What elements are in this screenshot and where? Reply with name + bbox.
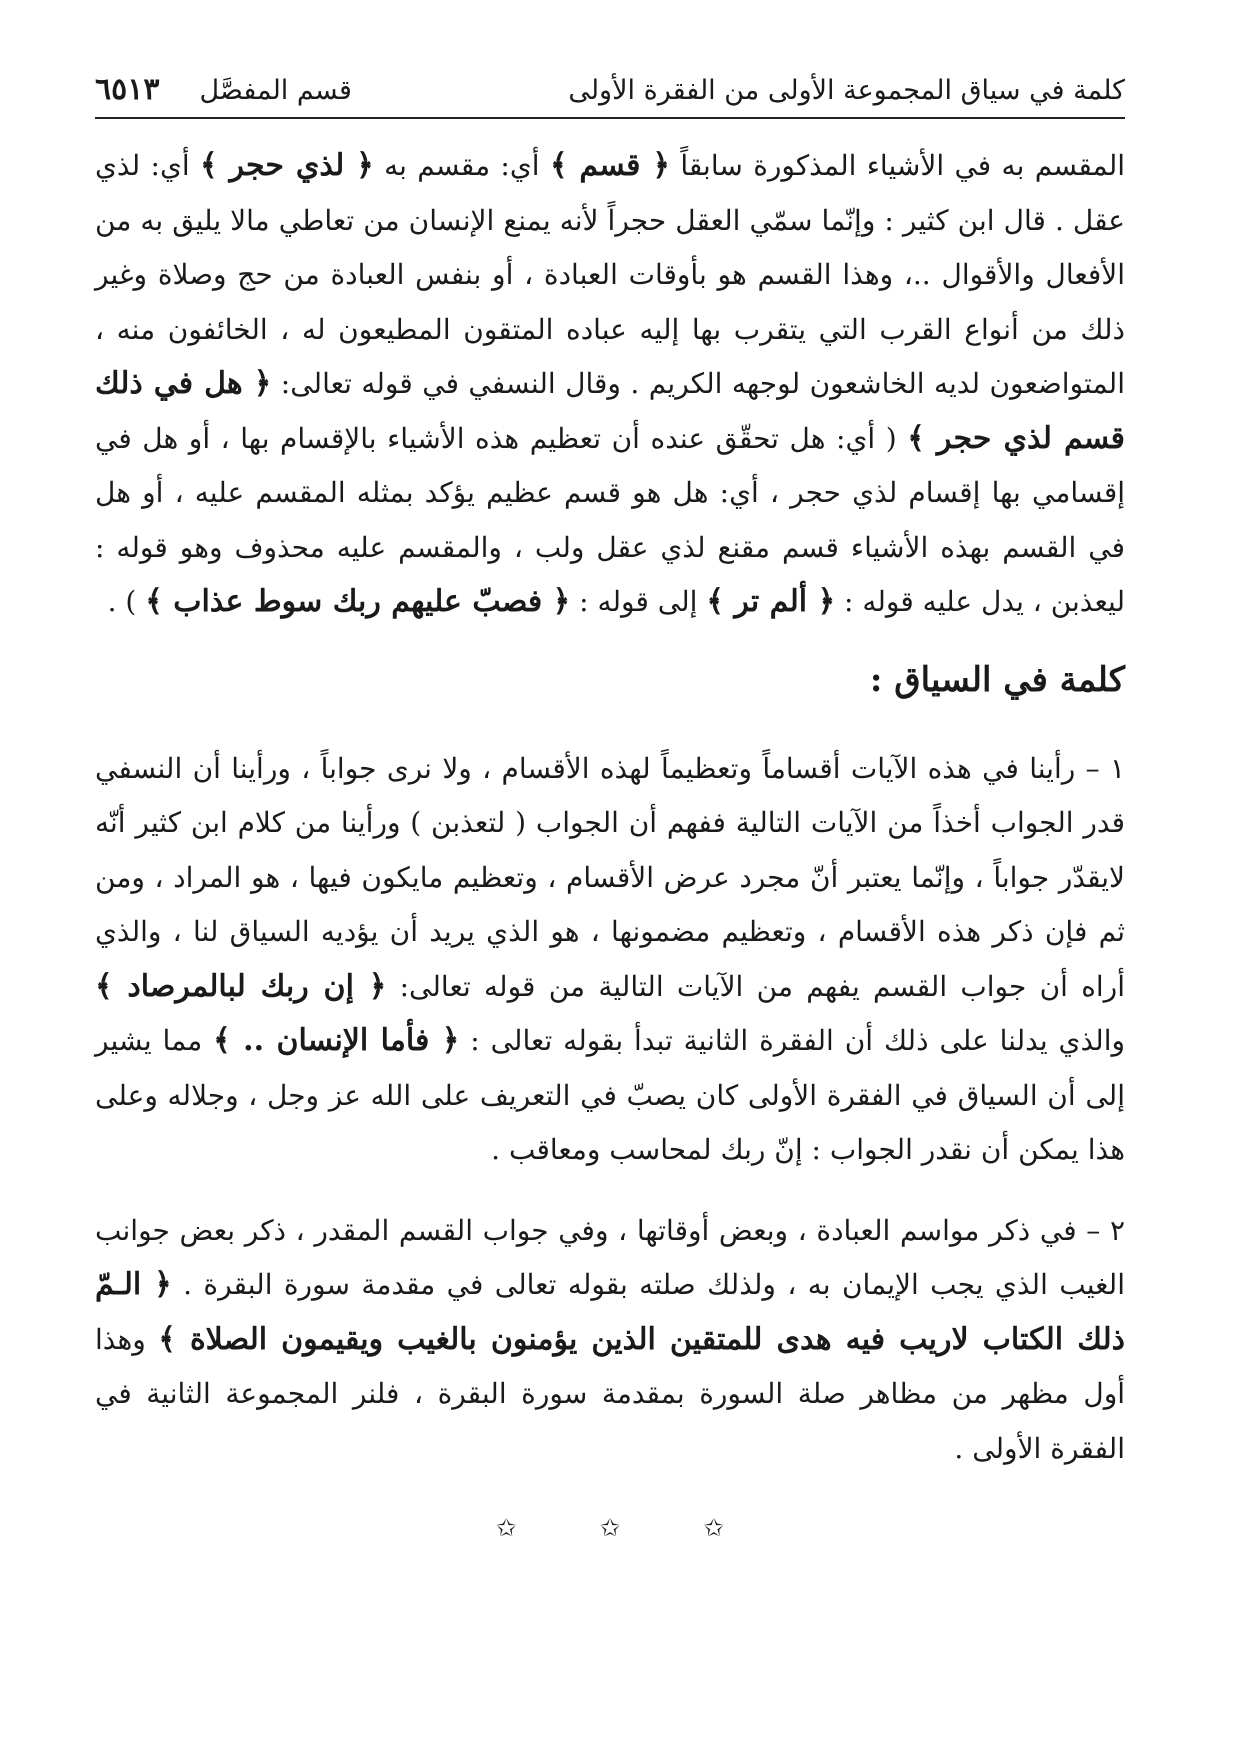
text-run: مما يشير إلى أن السياق في الفقرة الأولى كان يصبّ في التعريف على الله عز وجل ، وجلاله وعلى هذا يمكن أن نقدر الجواب : إنّ ربك لمحاسب ومعاقب . [95, 1024, 1125, 1166]
section-separator [95, 1514, 1125, 1542]
quran-quote: ﴿ قسم ﴾ [549, 148, 670, 183]
quran-quote: ﴿ ألم تر ﴾ [706, 584, 836, 619]
text-run: أي: مقسم به [373, 149, 550, 182]
star-icon: ✩ [599, 1514, 621, 1542]
text-run: ) . [107, 585, 146, 618]
header-left-group [95, 70, 352, 111]
quran-quote: ﴿ إن ربك لبالمرصاد ﴾ [95, 968, 387, 1004]
text-run: ( أي: هل تحقّق عنده أن تعظيم هذه الأشياء بالإقسام بها ، أو هل في إقسامي بها إقسام لذي حجر ، أي: هل هو قسم عظيم يؤكد بمثله المقسم عليه ، أو هل في القسم بهذه الأشياء قسم مقنع لذي عقل ولب ، والمقسم عليه محذوف وهو قوله : ليعذبن ، يدل عليه قوله : [95, 421, 1125, 618]
text-run: ١ – رأينا في هذه الآيات أقساماً وتعظيماً لهذه الأقسام ، ولا نرى جواباً ، ورأينا أن النسفي قدر الجواب أخذاً من الآيات التالية ففهم أن الجواب ( لتعذبن ) ورأينا من كلام ابن كثير أنّه لايقدّر جواباً ، وإنّما يعتبر أنّ مجرد عرض الأقسام ، وتعظيم مايكون فيها ، هو المراد ، ومن ثم فإن ذكر هذه الأقسام ، وتعظيم مضمونها ، هو الذي يريد أن يؤديه السياق لنا ، والذي أراه أن جواب القسم يفهم من الآيات التالية من قوله تعالى: [95, 751, 1125, 1003]
star-icon: ✩ [496, 1514, 517, 1542]
text-run: أي: لذي عقل . قال ابن كثير : وإنّما سمّي العقل حجراً لأنه يمنع الإنسان من تعاطي مالا يليق به من الأفعال والأقوال ..، وهذا القسم هو بأوقات العبادة ، أو بنفس العبادة من حج وصلاة وغير ذلك من أنواع القرب التي يتقرب بها إليه عباده المتقون المطيعون له ، الخائفون منه ، المتواضعون لديه الخاشعون لوجهه الكريم . وقال النسفي في قوله تعالى: [95, 149, 1125, 400]
text-run: ٢ – في ذكر مواسم العبادة ، وبعض أوقاتها ، وفي جواب القسم المقدر ، ذكر بعض جوانب الغيب الذي يجب الإيمان به ، ولذلك صلته بقوله تعالى في مقدمة سورة البقرة . [95, 1213, 1125, 1301]
text-run: إلى قوله : [570, 585, 707, 618]
quran-quote: ﴿ فأما الإنسان .. ﴾ [213, 1023, 460, 1058]
text-run: والذي يدلنا على ذلك أن الفقرة الثانية تبدأ بقوله تعالى : [459, 1024, 1125, 1057]
running-header [95, 70, 1125, 119]
quran-quote: ﴿ الـمّ ذلك الكتاب لاريب فيه هدى للمتقين الذين يؤمنون بالغيب ويقيمون الصلاة ﴾ [95, 1267, 1125, 1357]
text-run: وهذا أول مظهر من مظاهر صلة السورة بمقدمة سورة البقرة ، فلنر المجموعة الثانية في الفقرة الأولى . [95, 1322, 1125, 1465]
header-title: كلمة في سياق المجموعة الأولى من الفقرة الأولى [568, 75, 1125, 106]
section-heading: كلمة في السياق : [869, 659, 1125, 700]
page-number: ٦٥١٣ [95, 72, 160, 107]
quran-quote: ﴿ هل في ذلك قسم لذي حجر ﴾ [95, 366, 1126, 456]
text-run: المقسم به في الأشياء المذكورة سابقاً [669, 149, 1126, 182]
quran-quote: ﴿ لذي حجر ﴾ [200, 148, 374, 183]
paragraph-point-2 [95, 1204, 1125, 1477]
paragraph-point-1 [95, 742, 1125, 1178]
paragraph-commentary [95, 139, 1125, 630]
star-icon: ✩ [703, 1514, 724, 1542]
quran-quote: ﴿ فصبّ عليهم ربك سوط عذاب ﴾ [145, 584, 571, 619]
header-section: قسم المفصَّل [199, 75, 352, 106]
